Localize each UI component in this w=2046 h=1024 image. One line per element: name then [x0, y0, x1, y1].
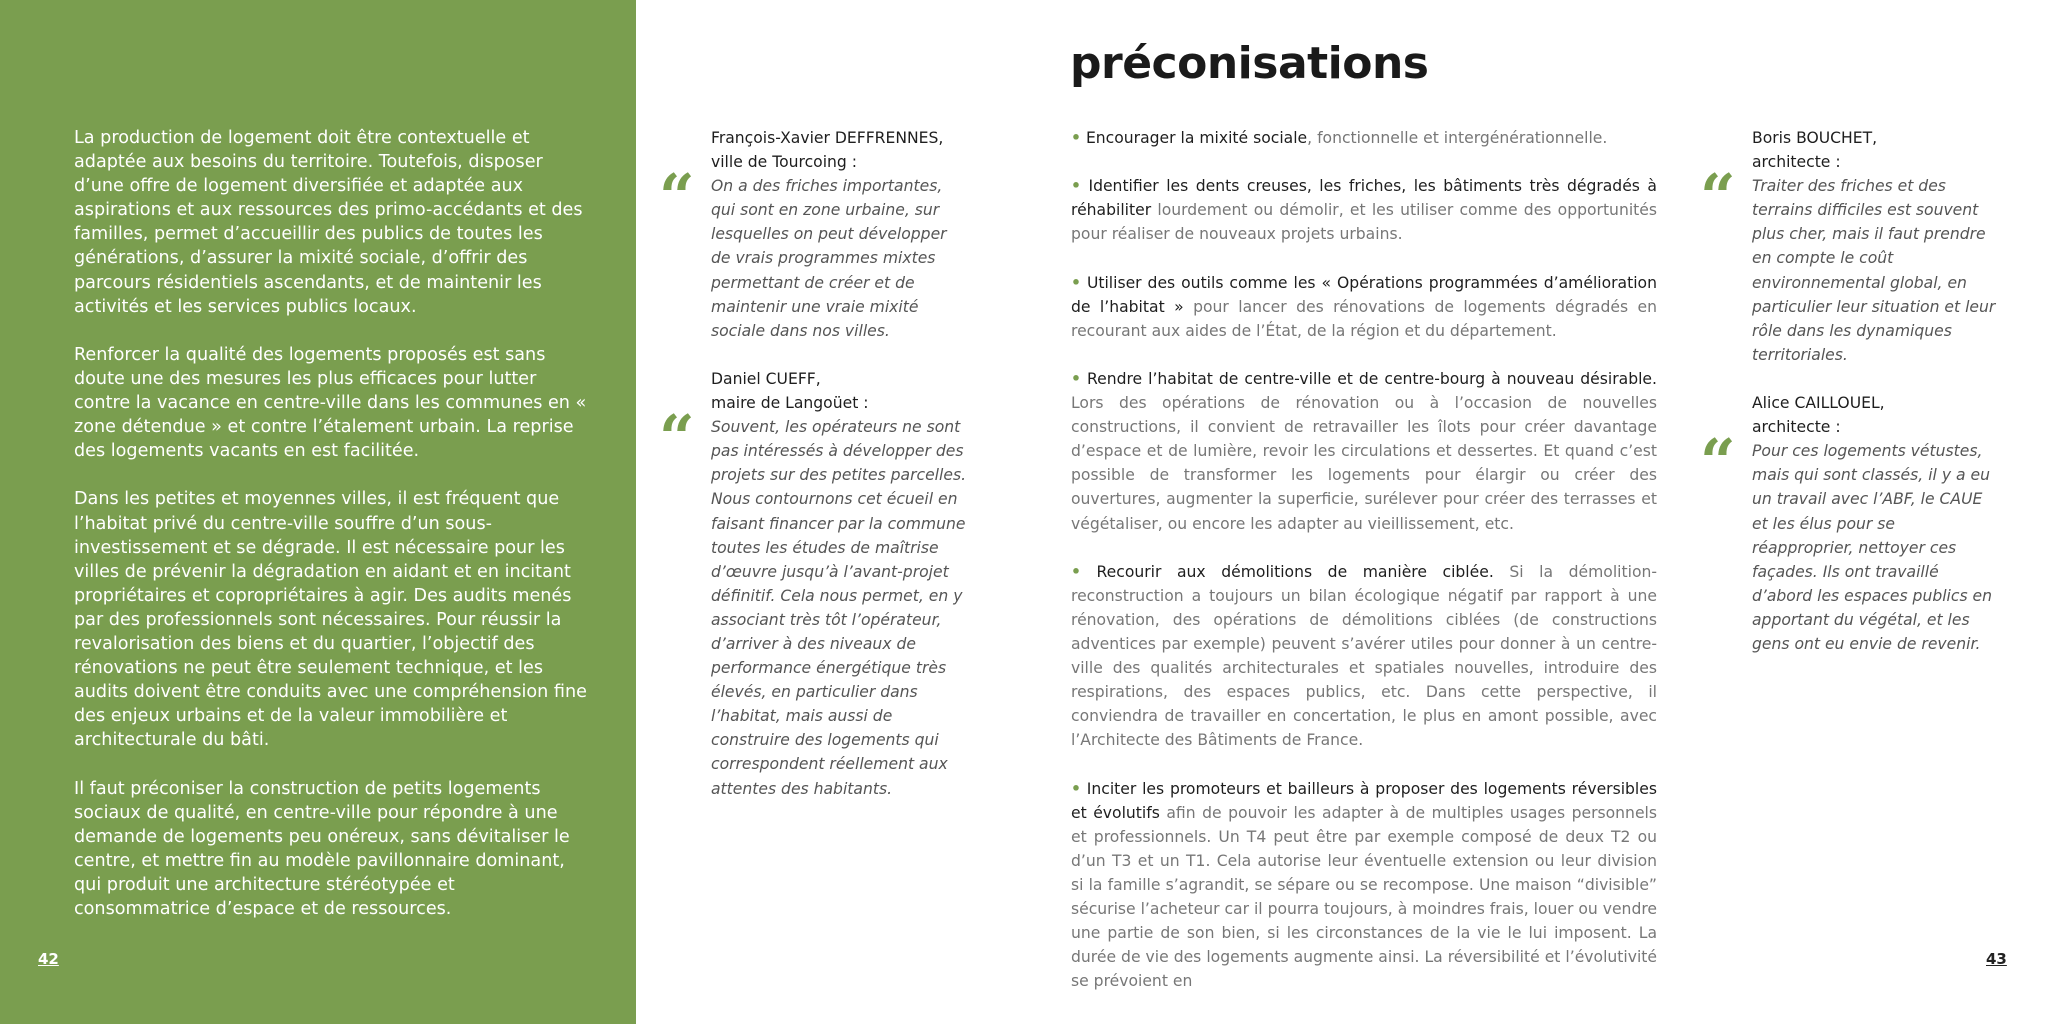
recommendation-body: afin de pouvoir les adapter à de multiples usages personnels et professionnels. Un T4 peut être par exemple composé de deux T2 ou d’un T3 et un T1. Cela autorise leur éventuelle extension ou leur division si la famille s’agrandit, se sépare ou se recompose. Une maison “divisible” sécurise l’acheteur car il pourra toujours, à moindres frais, louer ou vendre une partie de son bien, si les circonstances de la vie le lui imposent. La durée de vie des logements augmente ainsi. La réversibilité et l’évolutivité se prévoient en [1071, 803, 1657, 991]
left-paragraph: Dans les petites et moyennes villes, il est fréquent que l’habitat privé du centre-ville souffre d’un sous-investissement et se dégrade. Il est nécessaire pour les villes de prévenir la dégradation en aidant et en incitant propriétaires et copropriétaires à agir. Des audits menés par des professionnels sont nécessaires. Pour réussir la revalorisation des biens et du quartier, l’objectif des rénovations ne peut être seulement technique, et les audits doivent être conduits avec une compréhension fine des enjeux urbains et de la valeur immobilière et architecturale du bâti. [74, 489, 587, 751]
bullet-icon: • [1071, 177, 1081, 196]
bullet-icon: • [1071, 129, 1081, 147]
quote-text: Pour ces logements vétustes, mais qui sont classés, il y a eu un travail avec l’ABF, le CAUE et les élus pour se réapproprier, nettoyer ces façades. Ils ont travaillé d’abord les espaces publics en apportant du végétal, et les gens ont eu envie de revenir. [1752, 442, 1993, 653]
recommendation-body: lourdement ou démolir, et les utiliser comme des opportunités pour réaliser de nouveaux projets urbains. [1071, 201, 1657, 244]
quote-role: ville de Tourcoing : [711, 153, 858, 172]
recommendation-body: pour lancer des rénovations de logements dégradés en recourant aux aides de l’État, de la région et du département. [1071, 297, 1657, 340]
recommendation-item [1071, 271, 1657, 343]
recommendation-body: Lors des opérations de rénovation ou à l’occasion de nouvelles constructions, il convient de retravailler les îlots pour créer davantage d’espace et de lumière, revoir les circulations et dessertes. Et quand c’est possible de transformer les logements pour élargir ou créer des ouvertures, augmenter la superficie, surélever pour créer des terrasses et végétaliser, ou encore les adapter au vieillissement, etc. [1071, 394, 1657, 533]
quote-author: Daniel CUEFF, [711, 369, 821, 388]
bullet-icon: • [1071, 562, 1081, 581]
page-number-left: 42 [38, 950, 59, 968]
quote-mark-icon: “ [1700, 425, 1736, 499]
quote-role: architecte : [1752, 418, 1841, 437]
recommendation-item [1071, 777, 1657, 994]
recommendation-lead: Encourager la mixité sociale [1085, 129, 1308, 147]
quote-block [1700, 126, 1998, 367]
quote-role: architecte : [1752, 153, 1841, 172]
recommendation-lead: Rendre l’habitat de centre-ville et de centre-bourg à nouveau désirable. [1086, 369, 1657, 388]
left-paragraph: Il faut préconiser la construction de petits logements sociaux de qualité, en centre-ville pour répondre à une demande de logements peu onéreux, sans dévitaliser le centre, et mettre fin au modèle pavillonnaire dominant, qui produit une architecture stéréotypée et consommatrice d’espace et de ressources. [74, 778, 570, 919]
quote-mark-icon: “ [1700, 160, 1736, 233]
recommendation-item [1071, 174, 1657, 246]
quotes-column-left [659, 126, 969, 825]
quote-author: Alice CAILLOUEL, [1752, 394, 1885, 413]
recommendations-list [1071, 126, 1657, 1017]
quote-text: On a des friches importantes, qui sont en zone urbaine, sur lesquelles on peut développer de vrais programmes mixtes permettant de créer et de maintenir une vraie mixité sociale dans nos villes. [711, 177, 947, 340]
quote-author: François-Xavier DEFFRENNES, [711, 129, 944, 147]
recommendation-item [1071, 560, 1657, 753]
quote-text: Souvent, les opérateurs ne sont pas intéressés à développer des projets sur des petites parcelles. Nous contournons cet écueil en faisant financer par la commune toutes les études de maîtrise d’œuvre jusqu’à l’avant-projet définitif. Cela nous permet, en y associant très tôt l’opérateur, d’arriver à des niveaux de performance énergétique très élevés, en particulier dans l’habitat, mais aussi de construire des logements qui correspondent réellement aux attentes des habitants. [711, 418, 967, 798]
quote-block [659, 126, 969, 343]
quote-block [659, 367, 969, 801]
recommendation-item [1071, 367, 1657, 536]
left-page-green-panel [0, 0, 636, 1024]
recommendation-body: Si la démolition-reconstruction a toujours un bilan écologique négatif par rapport à une rénovation, des opérations de démolitions ciblées (de constructions adventices par exemple) peuvent s’avérer utiles pour donner à un centre-ville des qualités architecturales et spatiales nouvelles, introduire des respirations, des espaces publics, etc. Dans cette perspective, il conviendra de travailler en concertation, le plus en amont possible, avec l’Architecte des Bâtiments de France. [1071, 562, 1657, 750]
quote-text: Traiter des friches et des terrains difficiles est souvent plus cher, mais il faut prendre en compte le coût environnemental global, en particulier leur situation et leur rôle dans les dynamiques territoriales. [1752, 177, 1996, 364]
left-page-body [74, 126, 594, 945]
quote-role: maire de Langoüet : [711, 394, 869, 413]
quote-author: Boris BOUCHET, [1752, 129, 1878, 147]
page-number-right: 43 [1986, 950, 2007, 968]
recommendation-item [1071, 126, 1657, 150]
recommendation-lead: Identifier les dents creuses, les friches, les bâtiments très dégradés à réhabiliter [1071, 177, 1657, 220]
bullet-icon: • [1071, 779, 1081, 798]
recommendation-lead: Inciter les promoteurs et bailleurs à proposer des logements réversibles et évolutifs [1071, 779, 1657, 822]
quotes-column-right [1700, 126, 1998, 680]
recommendation-lead: Utiliser des outils comme les « Opérations programmées d’amélioration de l’habitat » [1071, 273, 1657, 316]
bullet-icon: • [1071, 273, 1081, 292]
recommendation-body: , fonctionnelle et intergénérationnelle. [1307, 129, 1608, 147]
quote-block [1700, 391, 1998, 656]
recommendation-lead: Recourir aux démolitions de manière ciblée. [1096, 562, 1494, 581]
left-paragraph: La production de logement doit être contextuelle et adaptée aux besoins du territoire. Toutefois, disposer d’une offre de logement diversifiée et adaptée aux aspirations et aux ressources des primo-accédants et des familles, permet d’accueillir des publics de toutes les générations, d’assurer la mixité sociale, d’offrir des parcours résidentiels ascendants, et de maintenir les activités et les services publics locaux. [74, 128, 583, 317]
quote-mark-icon: “ [659, 400, 695, 474]
quote-mark-icon: “ [659, 160, 695, 233]
page-title: préconisations [1070, 38, 1429, 89]
left-paragraph: Renforcer la qualité des logements proposés est sans doute une des mesures les plus efficaces pour lutter contre la vacance en centre-ville dans les communes en « zone détendue » et contre l’étalement urbain. La reprise des logements vacants en est facilitée. [74, 344, 587, 462]
bullet-icon: • [1071, 369, 1081, 388]
